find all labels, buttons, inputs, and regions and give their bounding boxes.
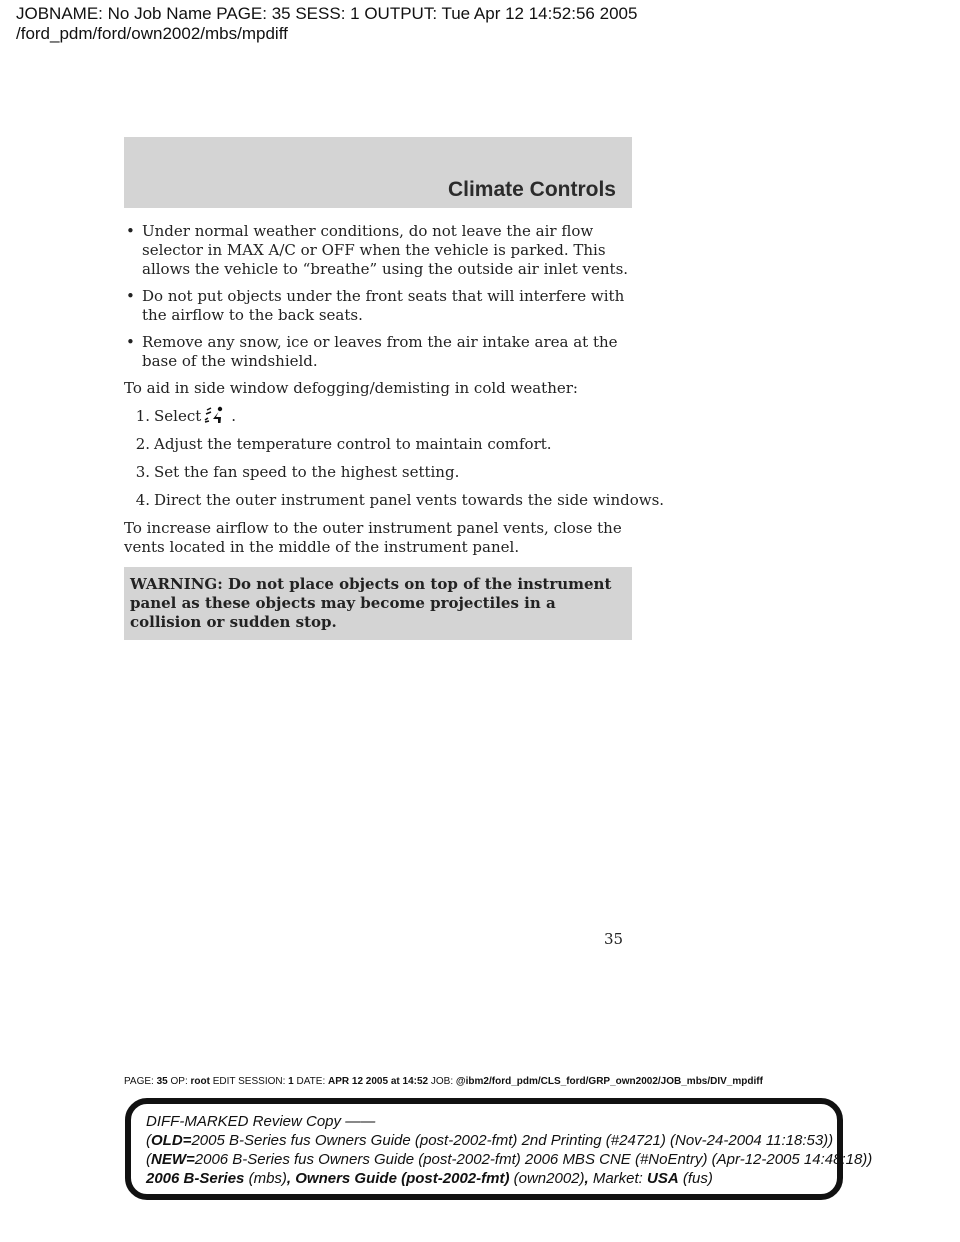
step-3 <box>124 463 632 482</box>
footer-op-value: root <box>190 1076 210 1087</box>
step-number: 3. <box>135 463 150 481</box>
step-1 <box>124 406 632 426</box>
review-new-text: 2006 B-Series fus Owners Guide (post-2002-fmt) 2006 MBS CNE (#NoEntry) (Apr-12-2005 14:48:18)) <box>194 1151 873 1168</box>
airflow-paragraph: To increase airflow to the outer instrument panel vents, close the vents located in the middle of the instrument panel. <box>124 519 622 556</box>
footer-date-label: DATE: <box>296 1076 326 1087</box>
bullet-dot-icon: • <box>126 333 135 351</box>
step-2 <box>124 435 632 454</box>
review-market-label: Market: <box>592 1170 648 1187</box>
step-after: . <box>231 407 237 425</box>
section-title: Climate Controls <box>447 178 616 201</box>
defog-intro: To aid in side window defogging/demisting in cold weather: <box>124 379 578 397</box>
footer-job-label: JOB: <box>430 1076 454 1087</box>
footer-page-value: 35 <box>156 1076 168 1087</box>
step-4 <box>124 491 665 510</box>
review-old-line: (OLD=2005 B-Series fus Owners Guide (post-2002-fmt) 2nd Printing (#24721) (Nov-24-2004 11:18:53)) <box>146 1132 834 1149</box>
footer-job-value: @ibm2/ford_pdm/CLS_ford/GRP_own2002/JOB_mbs/DIV_mpdiff <box>455 1076 763 1087</box>
step-text: Select <box>154 407 202 425</box>
review-guide: Owners Guide (post-2002-fmt) <box>295 1170 510 1187</box>
review-new-line: (NEW=2006 B-Series fus Owners Guide (post-2002-fmt) 2006 MBS CNE (#NoEntry) (Apr-12-2005 14:48:18)) <box>146 1151 873 1168</box>
review-sep: , <box>584 1170 593 1187</box>
review-series: 2006 B-Series <box>146 1170 245 1187</box>
footer-edit-value: 1 <box>288 1076 294 1087</box>
footer-date-value: APR 12 2005 at 14:52 <box>328 1076 429 1087</box>
bullet-dot-icon: • <box>126 287 135 305</box>
footer-edit-label: EDIT SESSION: <box>212 1076 286 1087</box>
bullet-text: Remove any snow, ice or leaves from the air intake area at the base of the windshield. <box>142 333 618 370</box>
step-number: 4. <box>135 491 150 509</box>
step-text: Direct the outer instrument panel vents towards the side windows. <box>154 491 665 509</box>
step-text: Adjust the temperature control to maintain comfort. <box>154 435 552 453</box>
bullet-text: Under normal weather conditions, do not leave the air flow selector in MAX A/C or OFF when the vehicle is parked. This allows the vehicle to “breathe” using the outside air inlet vents. <box>142 222 629 278</box>
review-product-line <box>146 1169 837 1188</box>
job-path-line: /ford_pdm/ford/own2002/mbs/mpdiff <box>16 24 288 43</box>
section-header-band <box>124 137 632 208</box>
review-market-code: (fus) <box>678 1170 713 1187</box>
page-content <box>124 222 665 640</box>
bullet-item <box>124 222 632 279</box>
page-number: 35 <box>604 930 624 948</box>
review-title: DIFF-MARKED Review Copy —— <box>146 1113 376 1130</box>
diff-review-box <box>125 1098 873 1200</box>
job-header-line: JOBNAME: No Job Name PAGE: 35 SESS: 1 OUTPUT: Tue Apr 12 14:52:56 2005 <box>16 4 638 23</box>
bullet-item <box>124 333 632 371</box>
review-old-text: 2005 B-Series fus Owners Guide (post-2002-fmt) 2nd Printing (#24721) (Nov-24-2004 11:18:53)) <box>191 1132 834 1149</box>
footer-job-info <box>124 1076 763 1087</box>
bullet-text: Do not put objects under the front seats that will interfere with the airflow to the back seats. <box>142 287 625 324</box>
review-series-code: (mbs) <box>244 1170 287 1187</box>
review-new-label: NEW= <box>151 1151 195 1168</box>
footer-op-label: OP: <box>170 1076 188 1087</box>
step-number: 2. <box>135 435 150 453</box>
review-market: USA <box>647 1170 679 1187</box>
warning-box: WARNING: Do not place objects on top of the instrument panel as these objects may become projectiles in a collision or sudden stop. <box>124 567 632 640</box>
bullet-item <box>124 287 632 325</box>
step-number: 1. <box>135 407 150 425</box>
review-old-label: OLD= <box>151 1132 192 1149</box>
review-sep: , <box>286 1170 296 1187</box>
review-guide-code: (own2002) <box>509 1170 585 1187</box>
step-text: Set the fan speed to the highest setting. <box>154 463 460 481</box>
footer-page-label: PAGE: <box>124 1076 154 1087</box>
bullet-dot-icon: • <box>126 222 135 240</box>
floor-defrost-mode-icon <box>203 406 227 424</box>
